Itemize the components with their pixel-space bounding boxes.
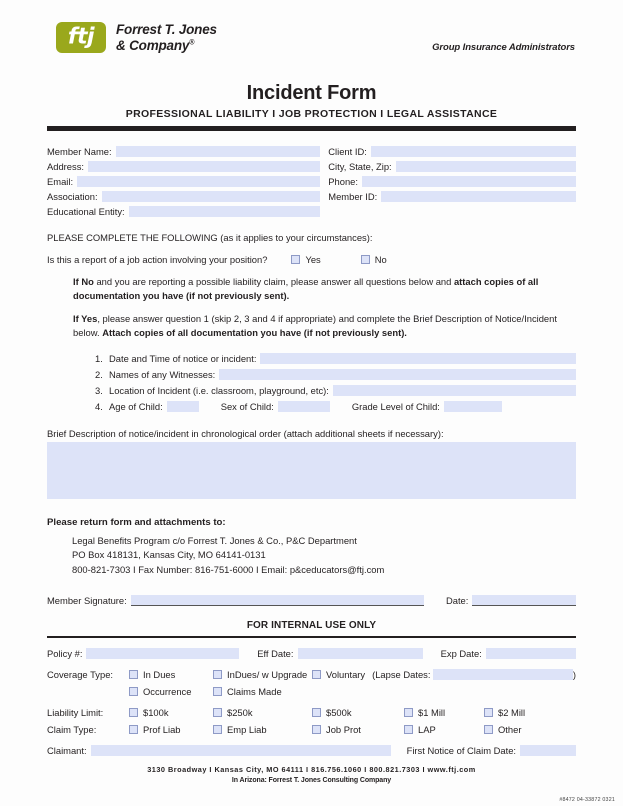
question-number: 1. <box>95 353 103 364</box>
checkbox-label: Yes <box>305 254 321 265</box>
return-address-block <box>72 534 576 578</box>
phone-input[interactable] <box>362 176 576 187</box>
field-label: Email: <box>47 176 74 187</box>
sex-of-child-label: Sex of Child: <box>220 401 274 412</box>
signature-date-label: Date: <box>445 595 469 607</box>
first-notice-input[interactable] <box>520 745 576 756</box>
first-notice-label: First Notice of Claim Date: <box>406 744 517 756</box>
claim-type-other-option[interactable] <box>484 724 521 735</box>
policy-number-input[interactable] <box>86 648 239 659</box>
checkbox-icon[interactable] <box>129 687 138 696</box>
question-4 <box>95 399 576 415</box>
city-state-zip-input[interactable] <box>396 161 576 172</box>
member-info-section <box>47 144 576 219</box>
claim-type-row <box>47 721 576 738</box>
checkbox-icon[interactable] <box>213 670 222 679</box>
field-label: Address: <box>47 161 84 172</box>
question-2 <box>95 367 576 383</box>
member-info-right-column <box>328 144 576 219</box>
witnesses-input[interactable] <box>219 369 576 380</box>
checkbox-label: $250k <box>227 706 253 718</box>
checkbox-icon[interactable] <box>361 255 370 264</box>
ftj-logo-mark: ftj <box>67 24 95 50</box>
checkbox-label: Job Prot <box>326 723 361 735</box>
field-label: Client ID: <box>328 146 367 157</box>
claim-type-lap-option[interactable] <box>404 724 484 735</box>
checkbox-icon[interactable] <box>213 725 222 734</box>
coverage-occurrence-option[interactable] <box>129 686 213 697</box>
job-action-question-label: Is this a report of a job action involving your position? <box>47 254 268 265</box>
checkbox-icon[interactable] <box>312 670 321 679</box>
questions-list <box>95 351 576 415</box>
field-label: Association: <box>47 191 98 202</box>
liability-2mill-option[interactable] <box>484 707 525 718</box>
checkbox-label: In Dues <box>143 668 176 680</box>
field-label: Phone: <box>328 176 358 187</box>
checkbox-icon[interactable] <box>129 725 138 734</box>
title-block <box>0 82 623 120</box>
checkbox-label: Occurrence <box>143 685 192 697</box>
form-body <box>0 144 623 759</box>
question-label: Location of Incident (i.e. classroom, playground, etc): <box>109 385 329 396</box>
age-of-child-input[interactable] <box>167 401 199 412</box>
complete-instructions: PLEASE COMPLETE THE FOLLOWING (as it applies to your circumstances): <box>47 232 373 243</box>
checkbox-label: No <box>374 254 387 265</box>
eff-date-label: Eff Date: <box>257 647 294 659</box>
field-address <box>47 159 320 174</box>
return-address-line2: PO Box 418131, Kansas City, MO 64141-0131 <box>72 549 266 561</box>
checkbox-icon[interactable] <box>129 670 138 679</box>
tagline: Group Insurance Administrators <box>432 42 575 53</box>
field-member-id <box>328 189 576 204</box>
sex-of-child-input[interactable] <box>278 401 330 412</box>
field-label: Educational Entity: <box>47 206 125 217</box>
company-name-line1: Forrest T. Jones <box>116 22 217 38</box>
signature-date-input[interactable] <box>472 595 576 606</box>
field-email <box>47 174 320 189</box>
job-action-no-option[interactable] <box>361 254 387 265</box>
client-id-input[interactable] <box>371 146 576 157</box>
field-city-state-zip <box>328 159 576 174</box>
if-no-tail: attach copies of all documentation you have (if not previously sent). <box>73 276 539 301</box>
field-client-id <box>328 144 576 159</box>
address-input[interactable] <box>88 161 320 172</box>
email-input[interactable] <box>77 176 320 187</box>
lapse-dates-close-paren: ) <box>572 668 576 680</box>
if-no-paragraph <box>73 275 568 302</box>
liability-1mill-option[interactable] <box>404 707 484 718</box>
claim-type-emp-liab-option[interactable] <box>213 724 312 735</box>
field-phone <box>328 174 576 189</box>
coverage-indues-upgrade-option[interactable] <box>213 669 312 680</box>
checkbox-label: $2 Mill <box>498 706 526 718</box>
policy-number-label: Policy #: <box>47 647 83 659</box>
if-yes-paragraph <box>73 312 568 339</box>
checkbox-label: Voluntary <box>326 668 366 680</box>
liability-500k-option[interactable] <box>312 707 404 718</box>
member-signature-input[interactable] <box>131 595 424 606</box>
coverage-type-row-1 <box>47 666 576 683</box>
grade-level-label: Grade Level of Child: <box>351 401 440 412</box>
checkbox-icon[interactable] <box>129 708 138 717</box>
checkbox-icon[interactable] <box>404 708 413 717</box>
return-address-line1: Legal Benefits Program c/o Forrest T. Jones & Co., P&C Department <box>72 534 357 546</box>
if-no-body: and you are reporting a possible liability claim, please answer all questions below and <box>93 276 454 287</box>
claim-type-job-prot-option[interactable] <box>312 724 404 735</box>
job-action-question-row <box>47 254 576 265</box>
page-title: Incident Form <box>246 82 377 104</box>
claim-type-label: Claim Type: <box>47 723 97 735</box>
page-subtitle: PROFESSIONAL LIABILITY I JOB PROTECTION I LEGAL ASSISTANCE <box>125 108 498 120</box>
checkbox-label: Prof Liab <box>143 723 181 735</box>
checkbox-label: Emp Liab <box>227 723 267 735</box>
checkbox-label: $100k <box>143 706 169 718</box>
coverage-claims-made-option[interactable] <box>213 686 312 697</box>
checkbox-label: $500k <box>326 706 352 718</box>
internal-use-heading: FOR INTERNAL USE ONLY <box>246 620 377 632</box>
member-signature-label: Member Signature: <box>47 595 127 607</box>
educational-entity-input[interactable] <box>129 206 321 217</box>
field-label: Member Name: <box>47 146 112 157</box>
checkbox-icon[interactable] <box>484 708 493 717</box>
internal-use-divider <box>47 636 576 638</box>
checkbox-icon[interactable] <box>484 725 493 734</box>
claimant-label: Claimant: <box>47 744 87 756</box>
checkbox-icon[interactable] <box>312 708 321 717</box>
checkbox-label: $1 Mill <box>418 706 446 718</box>
form-header <box>0 0 623 78</box>
claimant-row <box>47 742 576 759</box>
question-label: Names of any Witnesses: <box>109 369 216 380</box>
coverage-in-dues-option[interactable] <box>129 669 213 680</box>
return-instructions-title: Please return form and attachments to: <box>47 516 226 528</box>
field-label: City, State, Zip: <box>328 161 392 172</box>
registered-mark: ® <box>189 39 195 46</box>
liability-limit-row <box>47 704 576 721</box>
association-input[interactable] <box>102 191 321 202</box>
checkbox-icon[interactable] <box>312 725 321 734</box>
grade-level-input[interactable] <box>444 401 502 412</box>
coverage-voluntary-option[interactable] <box>312 669 365 680</box>
question-1 <box>95 351 576 367</box>
job-action-yes-option[interactable] <box>291 254 320 265</box>
checkbox-label: LAP <box>418 723 436 735</box>
field-label: Member ID: <box>328 191 378 202</box>
field-member-name <box>47 144 320 159</box>
checkbox-icon[interactable] <box>404 725 413 734</box>
question-label: Date and Time of notice or incident: <box>109 353 257 364</box>
liability-100k-option[interactable] <box>129 707 213 718</box>
date-time-of-incident-input[interactable] <box>260 353 576 364</box>
return-contact-line: 800-821-7303 I Fax Number: 816-751-6000 I Email: p&ceducators@ftj.com <box>72 563 385 575</box>
claimant-input[interactable] <box>91 745 391 756</box>
lapse-dates-label: (Lapse Dates: <box>372 668 431 680</box>
checkbox-icon[interactable] <box>213 687 222 696</box>
field-educational-entity <box>47 204 320 219</box>
company-name-line2: & Company <box>116 37 190 53</box>
if-yes-tail: Attach copies of all documentation you have (if not previously sent). <box>102 326 407 338</box>
coverage-type-row-2 <box>47 683 576 700</box>
checkbox-icon[interactable] <box>291 255 300 264</box>
member-info-left-column <box>47 144 320 219</box>
member-id-input[interactable] <box>381 191 576 202</box>
brief-description-label: Brief Description of notice/incident in chronological order (attach additional sheets if necessary): <box>47 427 444 439</box>
coverage-type-label: Coverage Type: <box>47 668 114 680</box>
question-3 <box>95 383 576 399</box>
location-of-incident-input[interactable] <box>333 385 576 396</box>
form-code: #8472 04-33872 0321 <box>559 797 615 803</box>
age-of-child-label: Age of Child: <box>109 401 163 412</box>
footer-contact-line: 3130 Broadway I Kansas City, MO 64111 I 816.756.1060 I 800.821.7303 I www.ftj.com <box>147 765 476 774</box>
signature-row <box>47 595 576 606</box>
field-association <box>47 189 320 204</box>
if-yes-lead: If Yes <box>73 313 98 325</box>
policy-row <box>47 645 576 662</box>
checkbox-icon[interactable] <box>213 708 222 717</box>
exp-date-label: Exp Date: <box>440 647 482 659</box>
company-name <box>116 22 217 52</box>
brief-description-textarea[interactable] <box>47 442 576 499</box>
checkbox-label: InDues/ w Upgrade <box>227 668 308 680</box>
footer-arizona-line: In Arizona: Forrest T. Jones Consulting Company <box>231 777 392 784</box>
question-number: 2. <box>95 369 103 380</box>
question-number: 4. <box>95 401 103 412</box>
ftj-logo-icon <box>56 22 106 53</box>
liability-limit-label: Liability Limit: <box>47 706 104 718</box>
member-name-input[interactable] <box>116 146 321 157</box>
eff-date-input[interactable] <box>298 648 423 659</box>
checkbox-label: Other <box>498 723 522 735</box>
header-divider <box>47 126 576 131</box>
lapse-dates-input[interactable] <box>433 669 572 680</box>
if-no-lead: If No <box>73 276 94 287</box>
exp-date-input[interactable] <box>486 648 576 659</box>
internal-use-section <box>47 645 576 759</box>
question-number: 3. <box>95 385 103 396</box>
if-yes-body: , please answer question 1 (skip 2, 3 and 4 if appropriate) and complete the Brief Description of Notice/Incident below. <box>73 313 557 338</box>
checkbox-label: Claims Made <box>227 685 282 697</box>
form-footer <box>0 765 623 784</box>
claim-type-prof-liab-option[interactable] <box>129 724 213 735</box>
liability-250k-option[interactable] <box>213 707 312 718</box>
